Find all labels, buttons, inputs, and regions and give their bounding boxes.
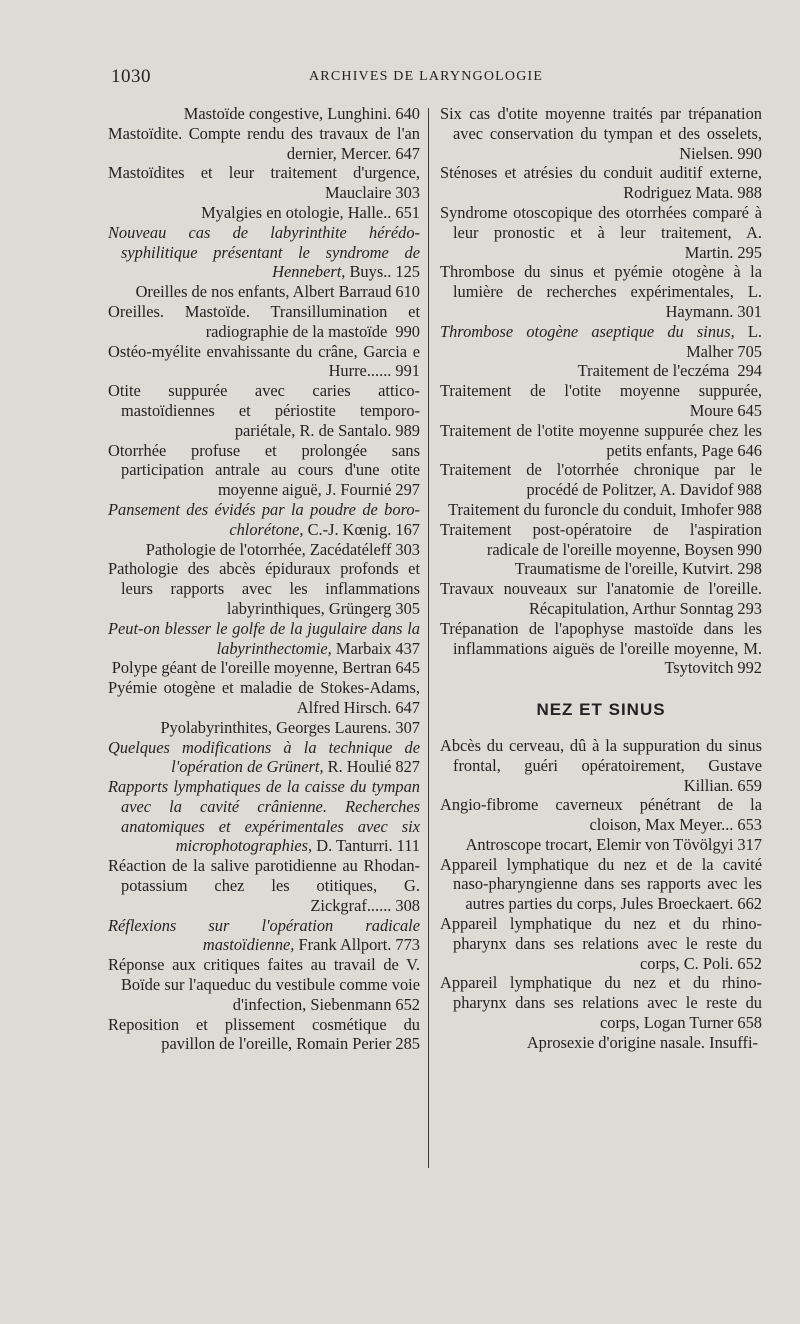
index-entry: [440, 914, 762, 973]
entry-page: 988: [737, 480, 762, 500]
index-entry: [108, 718, 420, 738]
index-entry: [108, 777, 420, 856]
index-entry: [108, 282, 420, 302]
index-entry: [108, 738, 420, 778]
entry-author: Zacédatéleff: [309, 539, 392, 559]
index-entry: [108, 124, 420, 164]
entry-page: 653: [737, 815, 762, 835]
entry-title: Trépanation de l'apophyse mastoïde dans les inflammations aiguës de l'oreille moyenne,: [440, 618, 762, 658]
entry-page: 167: [395, 519, 420, 539]
entry-title: Nouveau cas de labyrinthite hérédo-syphilitique présentant le syndrome de Hennebert,: [108, 222, 420, 282]
entry-title: Pansement des évidés par la poudre de boro-chlorétone,: [108, 499, 420, 539]
entry-title: Traitement de l'eczéma: [577, 361, 730, 381]
entry-title: Peut-on blesser le golfe de la jugulaire dans la labyrinthectomie,: [108, 618, 420, 658]
entry-author: Nielsen.: [679, 143, 734, 163]
entry-author: Romain Perier: [296, 1034, 392, 1054]
index-entry: [108, 163, 420, 203]
entry-page: 307: [395, 717, 420, 737]
entry-author: Max Meyer...: [645, 815, 734, 835]
entry-title: Mastoïdites et leur traitement d'urgence,: [108, 163, 420, 183]
index-entry: [440, 104, 762, 163]
index-entry: [440, 421, 762, 461]
entry-page: 988: [737, 183, 762, 203]
entry-page: 298: [737, 559, 762, 579]
entry-page: 295: [737, 242, 762, 262]
entry-author: Boysen: [684, 539, 734, 559]
entry-page: 989: [395, 420, 420, 440]
entry-title: Pathologie de l'otorrhée,: [145, 539, 306, 559]
entry-title: Otite suppurée avec caries attico-mastoïdiennes et périostite temporo-pariétale,: [108, 381, 420, 440]
entry-title: Appareil lymphatique du nez et du rhino-pharynx dans ses relations avec le reste du corps,: [440, 973, 762, 1033]
running-title: ARCHIVES DE LARYNGOLOGIE: [309, 69, 544, 84]
entry-title: Traitement du furoncle du conduit,: [448, 499, 677, 519]
index-entry: [440, 855, 762, 914]
entry-title: Pyémie otogène et maladie de Stokes-Adams,: [108, 678, 420, 698]
index-entry: [108, 678, 420, 718]
entry-title: Traitement post-opératoire de l'aspiration radicale de l'oreille moyenne,: [440, 519, 762, 559]
entry-page: 303: [395, 183, 420, 203]
entry-page: 645: [395, 658, 420, 678]
entry-author: Marbaix: [335, 638, 392, 658]
index-entry: [440, 795, 762, 835]
index-entry: [440, 619, 762, 678]
entry-page: 988: [737, 499, 762, 519]
entry-author: Halle..: [347, 202, 392, 222]
index-entry: [440, 262, 762, 321]
entry-page: 647: [395, 143, 420, 163]
entry-page: 294: [737, 361, 762, 381]
entry-title: Mastoïde congestive,: [183, 104, 324, 123]
entry-title: Antroscope trocart,: [465, 834, 593, 854]
entry-author: C.-J. Kœnig.: [307, 519, 392, 539]
entry-author: Arthur Sonntag: [631, 598, 734, 618]
entry-author: Alfred Hirsch.: [296, 697, 392, 717]
index-entry: [108, 540, 420, 560]
entry-title: Thrombose otogène aseptique du sinus,: [440, 321, 735, 341]
entry-page: 773: [395, 935, 420, 955]
entry-title: Appareil lymphatique du nez et du rhino-pharynx dans ses relations avec le reste du corps,: [440, 914, 762, 973]
entry-page: 992: [737, 658, 762, 678]
index-entry: [440, 361, 762, 381]
entry-page: 301: [737, 301, 762, 321]
entry-author: Logan Turner: [643, 1013, 734, 1033]
entry-title: Traitement de l'otite moyenne suppurée,: [440, 381, 762, 401]
entry-title: Myalgies en otologie,: [201, 202, 344, 222]
entry-title: Oreilles. Mastoïde. Transillumination et radiographie de la mastoïde: [108, 301, 420, 341]
index-entry: [440, 736, 762, 795]
index-entry: [108, 203, 420, 223]
index-entry: [108, 955, 420, 1014]
entry-author: A. Martin.: [684, 222, 762, 262]
index-entry: [108, 1015, 420, 1055]
index-entry: [108, 441, 420, 500]
entry-author: Grüngerg: [328, 598, 392, 618]
entry-title: Quelques modifications à la technique de l'opération de Grünert,: [108, 737, 420, 777]
entry-page: 827: [395, 757, 420, 777]
entry-author: Rodriguez Mata.: [623, 183, 734, 203]
entry-author: Georges Laurens.: [276, 717, 392, 737]
index-entry: [440, 163, 762, 203]
right-column-bottom: [440, 736, 762, 1053]
entry-author: Siebenmann: [310, 994, 392, 1014]
index-entry: [440, 381, 762, 421]
entry-page: 308: [395, 895, 420, 915]
entry-page: 285: [395, 1034, 420, 1054]
entry-author: Imhofer: [680, 499, 734, 519]
entry-author: G. Zickgraf......: [310, 876, 420, 915]
index-entry: [108, 104, 420, 124]
entry-page: 652: [737, 953, 762, 973]
index-entry: [108, 559, 420, 618]
entry-author: R. Houlié: [327, 757, 392, 777]
entry-title: Mastoïdite. Compte rendu des travaux de l'an dernier,: [108, 123, 420, 163]
index-entry: [440, 835, 762, 855]
entry-author: Kutvirt.: [681, 559, 734, 579]
entry-page: 990: [395, 321, 420, 341]
entry-author: Bertran: [342, 658, 392, 678]
entry-page: 991: [395, 361, 420, 381]
entry-author: Mercer.: [340, 143, 392, 163]
entry-title: Aprosexie d'origine nasale. Insuffi-: [526, 1032, 758, 1052]
entry-author: L. Malher: [686, 321, 762, 361]
index-entry: [440, 973, 762, 1032]
entry-page: 659: [737, 775, 762, 795]
section-heading: NEZ ET SINUS: [536, 700, 666, 720]
entry-author: Albert Barraud: [292, 282, 392, 302]
entry-page: 646: [737, 440, 762, 460]
entry-title: Syndrome otoscopique des otorrhées comparé à leur pronostic et à leur traitement,: [440, 202, 762, 242]
entry-page: 610: [395, 282, 420, 302]
entry-title: Appareil lymphatique du nez et de la cavité naso-pharyngienne dans ses rapports avec les autres parties du corps,: [440, 854, 762, 914]
entry-title: Abcès du cerveau, dû à la suppuration du sinus frontal, guéri opératoirement,: [440, 735, 762, 775]
entry-title: Réponse aux critiques faites au travail de V. Boïde sur l'aqueduc du vestibule comme voie d'infection,: [108, 955, 420, 1014]
entry-author: Garcia e Hurre......: [328, 341, 421, 381]
entry-page: 305: [395, 598, 420, 618]
entry-author: M. Tsytovitch: [664, 638, 762, 678]
entry-page: 658: [737, 1013, 762, 1033]
entry-page: 647: [395, 697, 420, 717]
entry-author: Gustave Killian.: [683, 755, 762, 795]
entry-author: Elemir von Tövölgyi: [596, 834, 734, 854]
entry-page: 662: [737, 894, 762, 914]
page-number: 1030: [111, 66, 151, 87]
entry-author: D. Tanturri.: [316, 836, 393, 856]
entry-page: 990: [737, 539, 762, 559]
entry-author: A. Davidof: [659, 480, 734, 500]
entry-title: Ostéo-myélite envahissante du crâne,: [108, 341, 358, 361]
entry-title: Oreilles de nos enfants,: [135, 282, 290, 302]
entry-title: Réaction de la salive parotidienne au Rhodan-potassium chez les otitiques,: [108, 856, 420, 896]
entry-page: 990: [737, 143, 762, 163]
entry-title: Pyolabyrinthites,: [160, 717, 272, 737]
entry-author: Mauclaire: [324, 183, 392, 203]
entry-title: Traumatisme de l'oreille,: [514, 559, 678, 579]
index-entry: [108, 619, 420, 659]
entry-page: 125: [395, 262, 420, 282]
entry-author: J. Fournié: [325, 480, 392, 500]
entry-page: 645: [737, 400, 762, 420]
column-divider: [428, 108, 429, 1168]
entry-page: 652: [395, 994, 420, 1014]
index-entry: [440, 520, 762, 560]
index-entry: [108, 223, 420, 282]
entry-title: Six cas d'otite moyenne traités par trépanation avec conservation du tympan et des osselets,: [440, 104, 762, 143]
entry-title: Angio-fibrome caverneux pénétrant de la cloison,: [440, 795, 762, 835]
index-entry: [440, 579, 762, 619]
entry-title: Otorrhée profuse et prolongée sans participation antrale au cours d'une otite moyenne aiguë,: [108, 440, 420, 500]
right-column: [440, 104, 762, 1053]
entry-title: Traitement de l'otorrhée chronique par le procédé de Politzer,: [440, 460, 762, 500]
index-entry: [108, 342, 420, 382]
entry-page: 111: [396, 836, 420, 856]
entry-page: 303: [395, 539, 420, 559]
entry-page: 437: [395, 638, 420, 658]
index-entry: [108, 302, 420, 342]
entry-page: 317: [737, 834, 762, 854]
page-header: [111, 66, 691, 90]
left-column: [108, 104, 420, 1054]
entry-author: Lunghini.: [327, 104, 392, 123]
entry-page: 651: [395, 202, 420, 222]
entry-page: 640: [395, 104, 420, 123]
index-entry: [440, 500, 762, 520]
entry-title: Reposition et plissement cosmétique du pavillon de l'oreille,: [108, 1014, 420, 1054]
entry-title: Thrombose du sinus et pyémie otogène à la lumière de recherches expérimentales,: [440, 262, 762, 302]
index-entry: [108, 916, 420, 956]
entry-title: Sténoses et atrésies du conduit auditif externe,: [440, 163, 762, 183]
entry-author: Buys..: [349, 262, 392, 282]
entry-author: Frank Allport.: [298, 935, 392, 955]
index-entry: [440, 460, 762, 500]
entry-author: R. de Santalo.: [299, 420, 392, 440]
index-entry: [108, 381, 420, 440]
entry-title: Rapports lymphatiques de la caisse du tympan avec la cavité crânienne. Recherches anatomiques et expérimentales avec six microphotographies,: [108, 777, 420, 856]
entry-title: Traitement de l'otite moyenne suppurée chez les petits enfants,: [440, 420, 762, 460]
entry-page: 293: [737, 598, 762, 618]
entry-author: C. Poli.: [683, 953, 734, 973]
index-entry: [108, 856, 420, 915]
entry-title: Réflexions sur l'opération radicale mastoïdienne,: [108, 915, 420, 955]
entry-title: Polype géant de l'oreille moyenne,: [111, 658, 339, 678]
entry-title: Travaux nouveaux sur l'anatomie de l'oreille. Récapitulation,: [440, 579, 762, 618]
index-entry: [440, 1033, 762, 1053]
index-entry: [440, 322, 762, 362]
right-column-top: [440, 104, 762, 678]
entry-author: L. Haymann.: [665, 282, 762, 321]
index-entry: [440, 559, 762, 579]
entry-author: Jules Broeckaert.: [620, 894, 734, 914]
index-entry: [108, 500, 420, 540]
entry-author: Moure: [689, 400, 734, 420]
entry-author: Page: [701, 440, 734, 460]
index-entry: [440, 203, 762, 262]
index-entry: [108, 658, 420, 678]
entry-page: 297: [395, 480, 420, 500]
entry-title: Pathologie des abcès épiduraux profonds et leurs rapports avec les inflammations labyrinthiques,: [108, 559, 420, 618]
entry-page: 705: [737, 341, 762, 361]
